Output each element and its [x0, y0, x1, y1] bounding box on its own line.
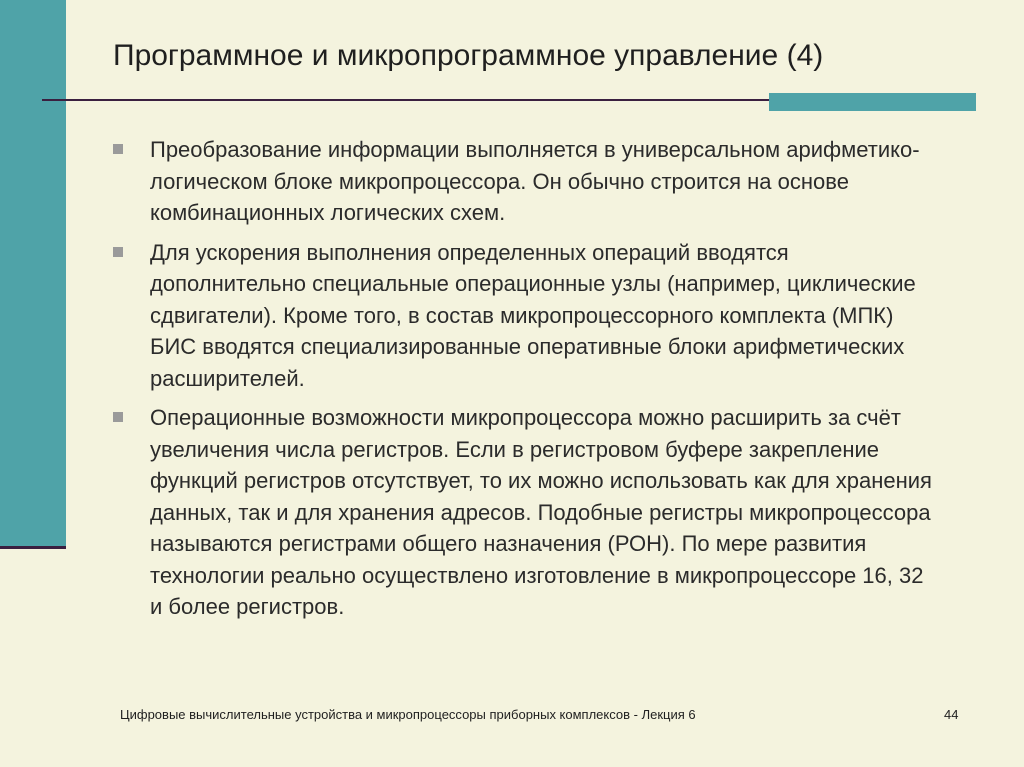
square-bullet-icon: [113, 412, 123, 422]
left-accent-bar: [0, 0, 66, 548]
slide-footer: Цифровые вычислительные устройства и микропроцессоры приборных комплексов - Лекция 6: [120, 707, 696, 722]
bullet-text: Для ускорения выполнения определенных операций вводятся дополнительно специальные операционные узлы (например, циклические сдвигатели). Кроме того, в состав микропроцессорного комплекта (МПК) БИС вводятся специализированные оперативные блоки арифметических расширителей.: [150, 239, 916, 391]
bullet-item: [113, 134, 933, 229]
page-number: 44: [944, 707, 959, 722]
slide-title: Программное и микропрограммное управление (4): [113, 39, 824, 72]
square-bullet-icon: [113, 247, 123, 257]
square-bullet-icon: [113, 144, 123, 154]
left-bar-underline: [0, 546, 66, 549]
bullet-item: [113, 402, 933, 623]
bullet-item: [113, 237, 933, 395]
bullet-text: Операционные возможности микропроцессора можно расширить за счёт увеличения числа регистров. Если в регистровом буфере закрепление функций регистров отсутствует, то их можно использовать как для хранения данных, так и для хранения адресов. Подобные регистры микропроцессора называются регистрами общего назначения (РОН). По мере развития технологии реально осуществлено изготовление в микропроцессоре 16, 32 и более регистров.: [150, 405, 932, 619]
title-accent-bar: [769, 93, 976, 111]
bullet-text: Преобразование информации выполняется в универсальном арифметико-логическом блоке микропроцессора. Он обычно строится на основе комбинационных логических схем.: [150, 137, 920, 225]
slide-content: [113, 134, 933, 631]
